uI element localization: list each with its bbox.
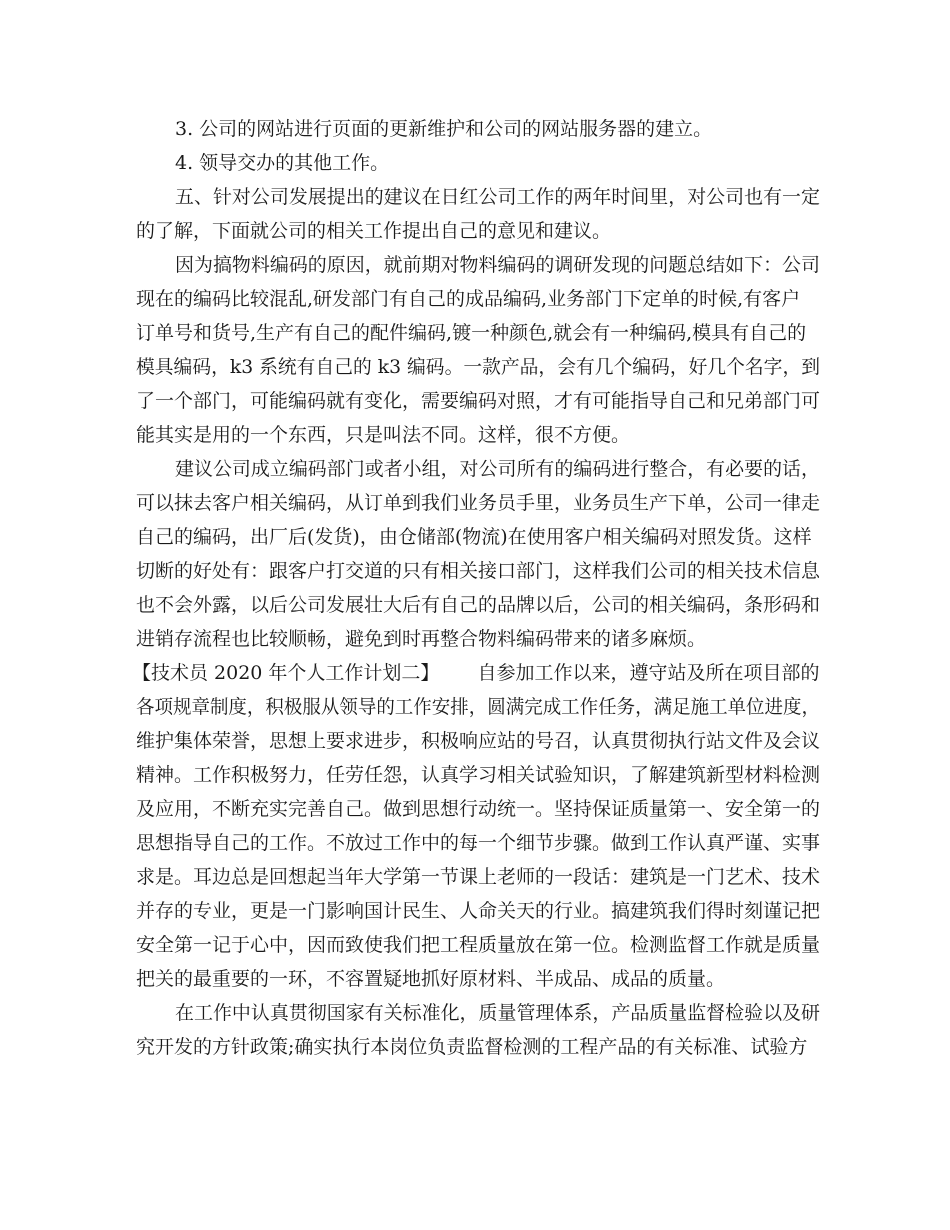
text-line: 各项规章制度，积极服从领导的工作安排，圆满完成工作任务，满足施工单位进度， — [136, 696, 820, 718]
text-line: 4. 领导交办的其他工作。 — [175, 152, 390, 174]
text-line: 维护集体荣誉，思想上要求进步，积极响应站的号召，认真贯彻执行站文件及会议 — [136, 730, 820, 752]
text-line: 可以抹去客户相关编码，从订单到我们业务员手里，业务员生产下单，公司一律走 — [136, 492, 820, 514]
text-line: 了一个部门，可能编码就有变化，需要编码对照，才有可能指导自己和兄弟部门可 — [136, 390, 820, 412]
text-line: 模具编码，k3 系统有自己的 k3 编码。一款产品，会有几个编码，好几个名字，到 — [136, 356, 820, 378]
list-item-3 — [0, 112, 950, 146]
section-five-paragraph — [0, 180, 950, 248]
plan-two-heading: 【技术员 2020 年个人工作计划二】 — [132, 662, 440, 684]
text-line: 能其实是用的一个东西，只是叫法不同。这样，很不方便。 — [136, 424, 631, 446]
text-line: 建议公司成立编码部门或者小组，对公司所有的编码进行整合，有必要的话， — [175, 458, 820, 480]
text-line: 精神。工作积极努力，任劳任怨，认真学习相关试验知识，了解建筑新型材料检测 — [136, 764, 820, 786]
text-line: 的了解，下面就公司的相关工作提出自己的意见和建议。 — [136, 220, 612, 242]
text-line: 订单号和货号,生产有自己的配件编码,镀一种颜色,就会有一种编码,模具有自己的 — [136, 322, 807, 344]
text-line: 【技术员 2020 年个人工作计划二】 自参加工作以来，遵守站及所在项目部的 — [0, 656, 950, 690]
text-line: 把关的最重要的一环，不容置疑地抓好原材料、半成品、成品的质量。 — [136, 968, 726, 990]
text-line: 并存的专业，更是一门影响国计民生、人命关天的行业。搞建筑我们得时刻谨记把 — [136, 900, 820, 922]
text-line: 安全第一记于心中，因而致使我们把工程质量放在第一位。检测监督工作就是质量 — [136, 934, 820, 956]
coding-problems-paragraph — [0, 248, 950, 452]
text-line: 也不会外露，以后公司发展壮大后有自己的品牌以后，公司的相关编码，条形码和 — [136, 594, 820, 616]
list-item-4 — [0, 146, 950, 180]
plan-two-paragraph — [0, 656, 950, 996]
text-line: 在工作中认真贯彻国家有关标准化，质量管理体系，产品质量监督检验以及研 — [175, 1002, 820, 1024]
text-line: 究开发的方针政策;确实执行本岗位负责监督检测的工程产品的有关标准、试验方 — [136, 1036, 808, 1058]
text-line: 思想指导自己的工作。不放过工作中的每一个细节步骤。做到工作认真严谨、实事 — [136, 832, 820, 854]
document-body — [0, 112, 950, 1064]
text-line: 现在的编码比较混乱,研发部门有自己的成品编码,业务部门下定单的时候,有客户 — [136, 288, 801, 310]
text-line: 五、针对公司发展提出的建议在日红公司工作的两年时间里，对公司也有一定 — [175, 186, 820, 208]
text-line: 及应用，不断充实完善自己。做到思想行动统一。坚持保证质量第一、安全第一的 — [136, 798, 820, 820]
final-paragraph — [0, 996, 950, 1064]
text-line: 3. 公司的网站进行页面的更新维护和公司的网站服务器的建立。 — [175, 118, 713, 140]
text-line: 求是。耳边总是回想起当年大学第一节课上老师的一段话：建筑是一门艺术、技术 — [136, 866, 820, 888]
text-line: 进销存流程也比较顺畅，避免到时再整合物料编码带来的诸多麻烦。 — [136, 628, 707, 650]
suggestion-paragraph — [0, 452, 950, 656]
text-line: 自己的编码，出厂后(发货)，由仓储部(物流)在使用客户相关编码对照发货。这样 — [136, 526, 812, 548]
text-line: 因为搞物料编码的原因，就前期对物料编码的调研发现的问题总结如下：公司 — [175, 254, 820, 276]
text-line: 切断的好处有：跟客户打交道的只有相关接口部门，这样我们公司的相关技术信息 — [136, 560, 820, 582]
